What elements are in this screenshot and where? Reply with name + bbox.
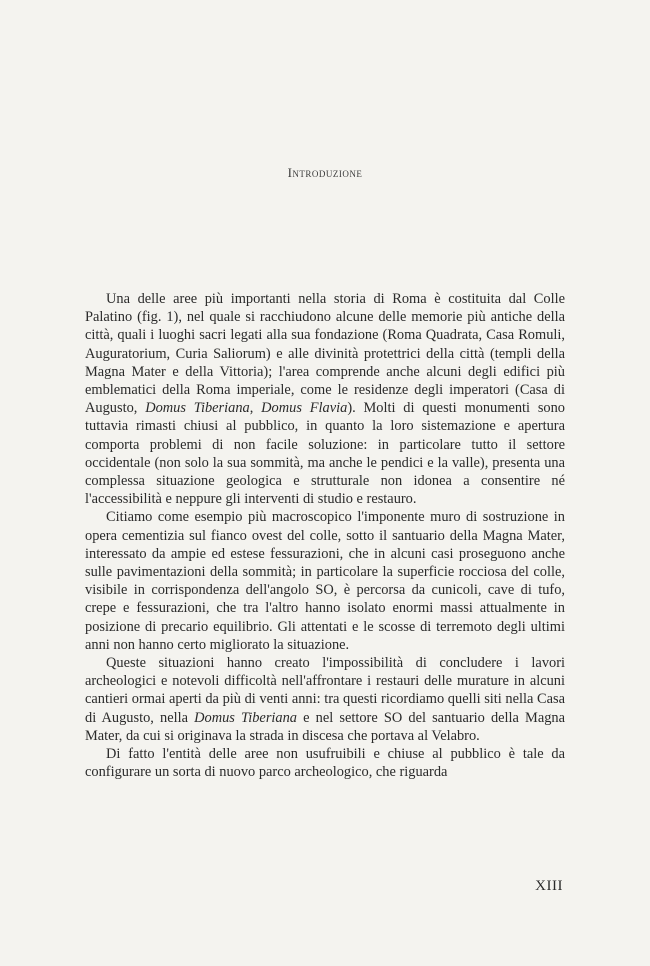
paragraph-2	[85, 508, 565, 654]
text-run: Di fatto l'entità delle aree non usufruibili e chiuse al pubblico è tale da configurare un sorta di nuovo parco archeologico, che riguarda	[85, 746, 565, 781]
section-heading: Introduzione	[287, 165, 363, 180]
body-text	[85, 290, 565, 781]
text-run: Citiamo come esempio più macroscopico l'imponente muro di sostruzione in opera cementizia sul fianco ovest del colle, sotto il santuario della Magna Mater, interessato da ampie ed estese fessurazioni, che in alcuni casi proseguono anche sulle pavimentazioni della sommità; in particolare la superficie rocciosa del colle, visibile in corrispondenza dell'angolo SO, è percorsa da cunicoli, cave di tufo, crepe e fessurazioni, che tra l'altro hanno isolato enormi massi attualmente in posizione di precario equilibrio. Gli attentati e le scosse di terremoto degli ultimi anni non hanno certo migliorato la situazione.	[85, 509, 565, 653]
text-run: Queste situazioni hanno creato l'impossibilità di concludere i lavori archeologici e notevoli difficoltà nell'affrontare i restauri delle murature in alcuni cantieri ormai aperti da più di venti anni: tra questi ricordiamo quelli siti nella Casa di Augusto, nella	[85, 655, 565, 726]
text-run: ). Molti di questi monumenti sono tuttavia rimasti chiusi al pubblico, in quanto la loro sistemazione e apertura comporta problemi di non facile soluzione: in particolare tutto il settore occidentale (non solo la sua sommità, ma anche le pendici e la valle), presenta una complessa situazione geologica e strutturale non idonea a consentire né l'accessibilità e neppure gli interventi di studio e restauro.	[85, 400, 566, 508]
paragraph-3	[85, 654, 565, 745]
page-number: XIII	[535, 878, 563, 894]
text-run: Una delle aree più importanti nella storia di Roma è costituita dal Colle Palatino (fig. 1), nel quale si racchiudono alcune delle memorie più antiche della città, quali i luoghi sacri legati alla sua fondazione (Roma Quadrata, Casa Romuli, Auguratorium, Curia Saliorum) e alle divinità protettrici della città (templi della Magna Mater e della Vittoria); l'area comprende anche alcuni degli edifici più emblematici della Roma imperiale, come le residenze degli imperatori (Casa di Augusto,	[85, 291, 565, 417]
italic-title: Domus Tiberiana	[145, 400, 250, 417]
paragraph-4	[85, 745, 565, 781]
italic-title: Domus Tiberiana	[194, 709, 298, 726]
italic-title: Domus Flavia	[261, 400, 348, 417]
paragraph-1	[85, 290, 565, 508]
text-run: e nel settore SO del santuario della Magna Mater, da cui si originava la strada in discesa che portava al Velabro.	[85, 709, 566, 744]
text-run: ,	[249, 400, 262, 417]
